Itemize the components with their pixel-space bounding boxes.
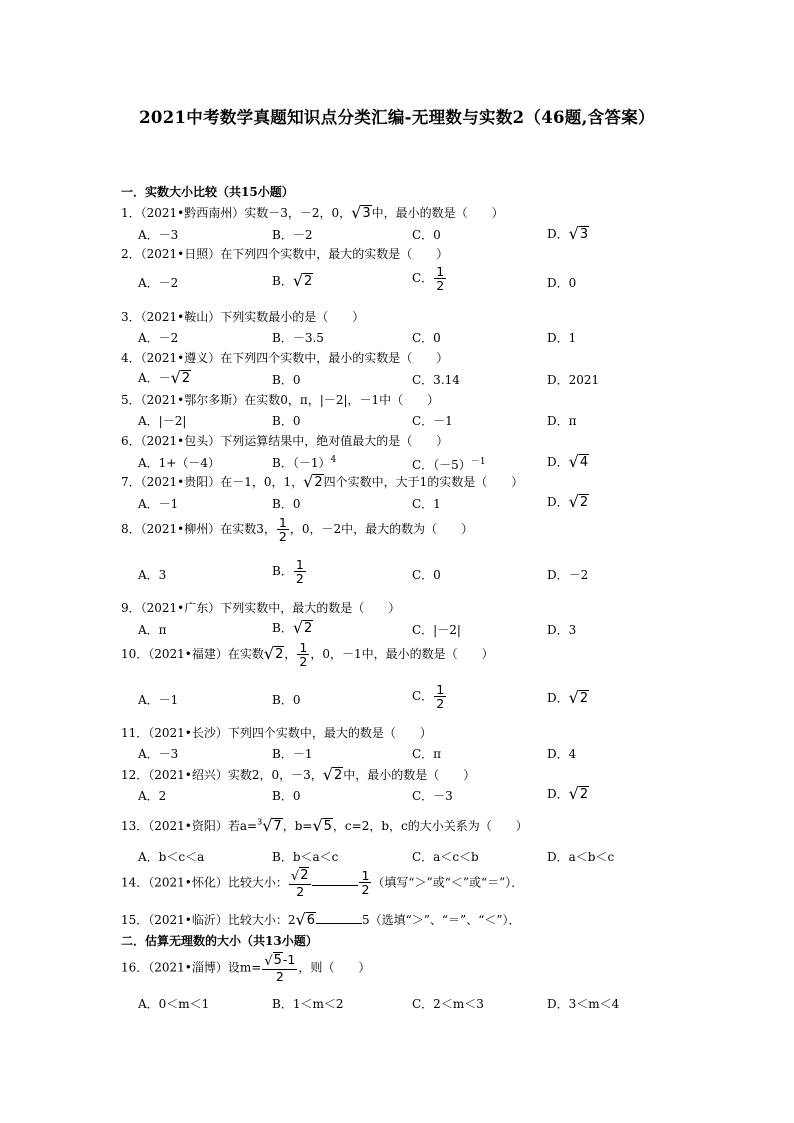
option-a: A．3 xyxy=(138,568,167,582)
question-1: 1．（2021•黔西南州）实数－3，－2，0，√3中，最小的数是（ ） xyxy=(121,203,504,222)
option-a: A．－1 xyxy=(138,497,179,511)
option-d: D．√4 xyxy=(547,452,589,471)
option-b: B．0 xyxy=(272,789,301,803)
option-b: B．－1 xyxy=(272,747,313,761)
option-b: B．0 xyxy=(272,497,301,511)
option-a: A．－2 xyxy=(138,331,179,345)
question-13: 13．（2021•资阳）若a=$^3$√7，b=√5，c=2，b，c的大小关系为（ ） xyxy=(121,816,528,835)
question-8: 8．（2021•柳州）在实数3， $\frac{1}{2}$ ，0，－2中，最大的数为（ ） xyxy=(121,515,474,545)
option-c: C． $\frac{1}{2}$ xyxy=(412,682,445,712)
option-b: B．√2 xyxy=(272,618,313,637)
question-7: 7．（2021•贵阳）在－1，0，1，√2四个实数中，大于1的实数是（ ） xyxy=(121,472,524,491)
option-c: C．a＜c＜b xyxy=(412,850,479,864)
option-b: B．－2 xyxy=(272,228,313,242)
option-d: D．√3 xyxy=(547,224,589,243)
option-a: A．1+（－4） xyxy=(138,456,220,470)
section-heading-2: 二．估算无理数的大小（共13小题） xyxy=(121,934,318,948)
option-b: B．0 xyxy=(272,693,301,707)
option-d: D．a＜b＜c xyxy=(547,850,615,864)
option-d: D．3 xyxy=(547,623,577,637)
option-c: C．3.14 xyxy=(412,373,460,387)
page-title: 2021中考数学真题知识点分类汇编-无理数与实数2（46题,含答案） xyxy=(139,108,655,127)
option-b: B．0 xyxy=(272,373,301,387)
option-d: D．π xyxy=(547,414,577,428)
question-9: 9．（2021•广东）下列实数中，最大的数是（ ） xyxy=(121,601,401,615)
option-a: A．－3 xyxy=(138,228,179,242)
option-d: D．－2 xyxy=(547,568,589,582)
option-a: A．－√2 xyxy=(138,368,191,387)
option-c: C．|－2| xyxy=(412,623,461,637)
option-b: B．0 xyxy=(272,414,301,428)
option-c: C．0 xyxy=(412,331,441,345)
question-5: 5．（2021•鄂尔多斯）在实数0，π，|－2|，－1中（ ） xyxy=(121,393,440,407)
option-c: C．$(-5)^{-1}$ xyxy=(412,457,486,472)
option-d: D．1 xyxy=(547,331,577,345)
option-c: C． $\frac{1}{2}$ xyxy=(412,264,445,294)
answer-blank[interactable] xyxy=(316,913,362,924)
option-a: A．－1 xyxy=(138,693,179,707)
option-a: A．|－2| xyxy=(138,414,187,428)
option-c: C．0 xyxy=(412,228,441,242)
question-15: 15．（2021•临沂）比较大小：2√6 5（选填“＞”、“＝”、“＜”）． xyxy=(121,910,521,929)
option-a: A．b＜c＜a xyxy=(138,850,205,864)
question-10: 10．（2021•福建）在实数√2， $\frac{1}{2}$ ，0，－1中，最小的数是（ ） xyxy=(121,640,494,670)
option-d: D．0 xyxy=(547,276,577,290)
option-b: B．√2 xyxy=(272,271,313,290)
question-3: 3．（2021•鞍山）下列实数最小的是（ ） xyxy=(121,310,365,324)
option-b: B． $\frac{1}{2}$ xyxy=(272,557,304,587)
question-4: 4．（2021•遵义）在下列四个实数中，最小的实数是（ ） xyxy=(121,351,449,365)
option-a: A．－2 xyxy=(138,276,179,290)
option-a: A．2 xyxy=(138,789,167,803)
option-d: D．4 xyxy=(547,747,577,761)
question-text: 1．（2021•黔西南州）实数－3，－2，0， xyxy=(121,206,352,220)
option-a: A．π xyxy=(138,623,167,637)
question-12: 12．（2021•绍兴）实数2，0，－3，√2中，最小的数是（ ） xyxy=(121,765,476,784)
option-a: A．－3 xyxy=(138,747,179,761)
option-b: B．b＜a＜c xyxy=(272,850,339,864)
answer-blank[interactable] xyxy=(312,875,358,886)
question-11: 11．（2021•长沙）下列四个实数中，最大的数是（ ） xyxy=(121,726,432,740)
option-a: A．0＜m＜1 xyxy=(138,997,210,1011)
question-2: 2．（2021•日照）在下列四个实数中，最大的实数是（ ） xyxy=(121,247,449,261)
option-c: C．π xyxy=(412,747,442,761)
option-c: C．2＜m＜3 xyxy=(412,997,484,1011)
section-heading-1: 一．实数大小比较（共15小题） xyxy=(121,185,294,199)
question-6: 6．（2021•包头）下列运算结果中，绝对值最大的是（ ） xyxy=(121,434,449,448)
question-16: 16．（2021•淄博）设m= $\frac{√5-1}{2}$ ，则（ ） xyxy=(121,952,371,984)
option-b: B．$(-1)^4$ xyxy=(272,455,337,470)
option-c: C．1 xyxy=(412,497,441,511)
option-d: D．√2 xyxy=(547,784,589,803)
question-14: 14．（2021•怀化）比较大小： $\frac{√2}{2}$ $\frac{1}{2}$ （填写“＞”或“＜”或“＝”）． xyxy=(121,868,524,899)
option-d: D．√2 xyxy=(547,492,589,511)
option-c: C．－1 xyxy=(412,414,453,428)
option-b: B．1＜m＜2 xyxy=(272,997,344,1011)
option-d: D．3＜m＜4 xyxy=(547,997,620,1011)
option-c: C．0 xyxy=(412,568,441,582)
option-b: B．－3.5 xyxy=(272,331,324,345)
option-d: D．2021 xyxy=(547,373,600,387)
option-c: C．－3 xyxy=(412,789,453,803)
option-d: D．√2 xyxy=(547,688,589,707)
sqrt-expression: √3 xyxy=(351,203,371,222)
